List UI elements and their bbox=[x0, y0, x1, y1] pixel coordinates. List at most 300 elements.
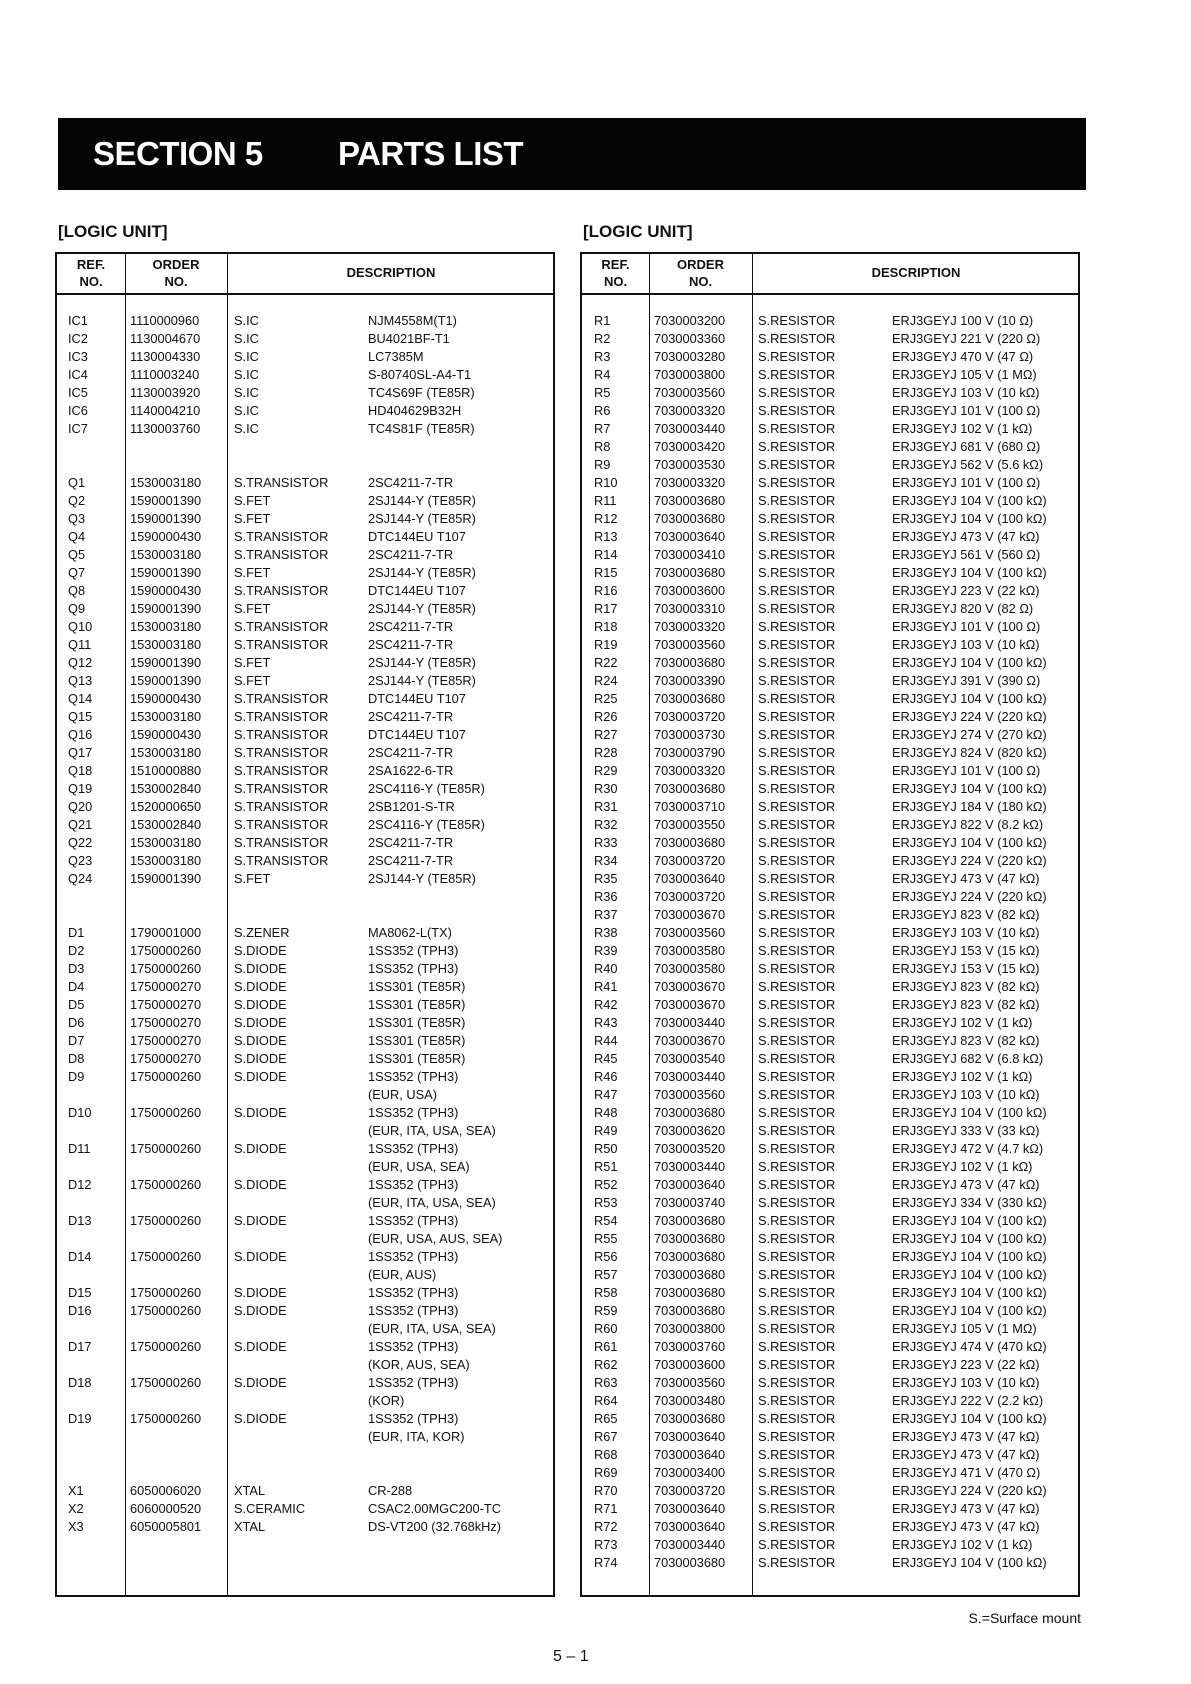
table-row bbox=[582, 744, 1078, 762]
table-row bbox=[57, 834, 553, 852]
ref-cell: R40 bbox=[594, 961, 618, 976]
description-cell: 2SJ144-Y (TE85R) bbox=[368, 511, 476, 526]
ref-cell: Q1 bbox=[68, 475, 86, 490]
order-cell: 7030003420 bbox=[654, 439, 726, 454]
ref-cell: Q11 bbox=[68, 637, 92, 652]
description-cell: ERJ3GEYJ 221 V (220 Ω) bbox=[892, 331, 1041, 346]
type-cell: S.DIODE bbox=[234, 1303, 287, 1318]
type-cell: S.RESISTOR bbox=[758, 439, 836, 454]
description-cell: ERJ3GEYJ 822 V (8.2 kΩ) bbox=[892, 817, 1044, 832]
order-cell: 7030003400 bbox=[654, 1465, 726, 1480]
type-cell: S.TRANSISTOR bbox=[234, 709, 329, 724]
type-cell: S.RESISTOR bbox=[758, 1447, 836, 1462]
table-row bbox=[57, 618, 553, 636]
type-cell: S.CERAMIC bbox=[234, 1501, 306, 1516]
description-cell: 2SJ144-Y (TE85R) bbox=[368, 655, 476, 670]
ref-cell: X2 bbox=[68, 1501, 84, 1516]
description-cell: 1SS352 (TPH3) bbox=[368, 1177, 459, 1192]
ref-cell: R48 bbox=[594, 1105, 618, 1120]
description-cell: ERJ3GEYJ 103 V (10 kΩ) bbox=[892, 1375, 1040, 1390]
description-cell: ERJ3GEYJ 104 V (100 kΩ) bbox=[892, 493, 1047, 508]
table-row bbox=[582, 546, 1078, 564]
table-row bbox=[582, 726, 1078, 744]
ref-cell: R8 bbox=[594, 439, 611, 454]
table-row bbox=[57, 1176, 553, 1194]
header-divider bbox=[57, 293, 553, 295]
order-cell: 7030003680 bbox=[654, 493, 726, 508]
order-cell: 7030003680 bbox=[654, 1105, 726, 1120]
type-cell: S.DIODE bbox=[234, 961, 287, 976]
column-header-ref: REF. NO. bbox=[76, 257, 106, 289]
table-row bbox=[57, 456, 553, 474]
order-cell: 7030003640 bbox=[654, 1177, 726, 1192]
order-cell: 1110000960 bbox=[130, 313, 200, 328]
order-cell: 7030003680 bbox=[654, 565, 726, 580]
table-row bbox=[582, 1140, 1078, 1158]
ref-cell: Q8 bbox=[68, 583, 86, 598]
table-row bbox=[582, 600, 1078, 618]
ref-cell: R44 bbox=[594, 1033, 618, 1048]
description-cell: DS-VT200 (32.768kHz) bbox=[368, 1519, 501, 1534]
description-cell: 2SB1201-S-TR bbox=[368, 799, 455, 814]
table-row bbox=[582, 1086, 1078, 1104]
description-cell: ERJ3GEYJ 104 V (100 kΩ) bbox=[892, 655, 1047, 670]
table-row bbox=[57, 1428, 553, 1446]
description-cell: ERJ3GEYJ 562 V (5.6 kΩ) bbox=[892, 457, 1044, 472]
order-cell: 7030003320 bbox=[654, 763, 726, 778]
order-cell: 1530003180 bbox=[130, 745, 202, 760]
description-cell: ERJ3GEYJ 105 V (1 MΩ) bbox=[892, 1321, 1037, 1336]
type-cell: S.TRANSISTOR bbox=[234, 763, 329, 778]
description-cell: ERJ3GEYJ 103 V (10 kΩ) bbox=[892, 637, 1040, 652]
order-cell: 1750000260 bbox=[130, 1177, 202, 1192]
ref-cell: IC5 bbox=[68, 385, 88, 400]
column-header-description: DESCRIPTION bbox=[871, 265, 961, 280]
description-cell: ERJ3GEYJ 334 V (330 kΩ) bbox=[892, 1195, 1047, 1210]
table-row bbox=[57, 1518, 553, 1536]
table-row bbox=[582, 960, 1078, 978]
table-row bbox=[57, 1356, 553, 1374]
table-row bbox=[57, 888, 553, 906]
description-cell: (EUR, ITA, USA, SEA) bbox=[368, 1195, 496, 1210]
type-cell: S.RESISTOR bbox=[758, 907, 836, 922]
table-row bbox=[57, 420, 553, 438]
ref-cell: Q19 bbox=[68, 781, 93, 796]
description-cell: ERJ3GEYJ 104 V (100 kΩ) bbox=[892, 565, 1047, 580]
description-cell: (EUR, ITA, USA, SEA) bbox=[368, 1123, 496, 1138]
type-cell: S.RESISTOR bbox=[758, 529, 836, 544]
ref-cell: R1 bbox=[594, 313, 611, 328]
table-row bbox=[582, 1302, 1078, 1320]
description-cell: 1SS352 (TPH3) bbox=[368, 1141, 459, 1156]
ref-cell: R31 bbox=[594, 799, 618, 814]
order-cell: 1530002840 bbox=[130, 817, 202, 832]
description-cell: TC4S69F (TE85R) bbox=[368, 385, 475, 400]
type-cell: S.RESISTOR bbox=[758, 745, 836, 760]
order-cell: 1590001390 bbox=[130, 601, 202, 616]
description-cell: ERJ3GEYJ 823 V (82 kΩ) bbox=[892, 979, 1040, 994]
ref-cell: R63 bbox=[594, 1375, 618, 1390]
table-row bbox=[57, 654, 553, 672]
type-cell: S.RESISTOR bbox=[758, 475, 836, 490]
type-cell: S.RESISTOR bbox=[758, 1141, 836, 1156]
table-row bbox=[582, 690, 1078, 708]
order-cell: 7030003620 bbox=[654, 1123, 726, 1138]
description-cell: 1SS301 (TE85R) bbox=[368, 1015, 466, 1030]
ref-cell: Q7 bbox=[68, 565, 86, 580]
description-cell: ERJ3GEYJ 104 V (100 kΩ) bbox=[892, 1213, 1047, 1228]
type-cell: S.FET bbox=[234, 673, 271, 688]
description-cell: ERJ3GEYJ 224 V (220 kΩ) bbox=[892, 709, 1047, 724]
table-rows bbox=[582, 312, 1078, 1572]
ref-cell: R61 bbox=[594, 1339, 618, 1354]
order-cell: 1110003240 bbox=[130, 367, 200, 382]
order-cell: 1590000430 bbox=[130, 691, 202, 706]
ref-cell: D7 bbox=[68, 1033, 85, 1048]
description-cell: ERJ3GEYJ 223 V (22 kΩ) bbox=[892, 583, 1040, 598]
description-cell: ERJ3GEYJ 473 V (47 kΩ) bbox=[892, 1177, 1040, 1192]
description-cell: ERJ3GEYJ 472 V (4.7 kΩ) bbox=[892, 1141, 1044, 1156]
ref-cell: Q12 bbox=[68, 655, 93, 670]
table-row bbox=[57, 1410, 553, 1428]
ref-cell: R54 bbox=[594, 1213, 618, 1228]
description-cell: CSAC2.00MGC200-TC bbox=[368, 1501, 501, 1516]
ref-cell: D10 bbox=[68, 1105, 92, 1120]
description-cell: CR-288 bbox=[368, 1483, 413, 1498]
order-cell: 7030003680 bbox=[654, 1411, 726, 1426]
ref-cell: R55 bbox=[594, 1231, 618, 1246]
order-cell: 1130003760 bbox=[130, 421, 201, 436]
order-cell: 1750000270 bbox=[130, 997, 202, 1012]
description-cell: ERJ3GEYJ 470 V (47 Ω) bbox=[892, 349, 1034, 364]
table-row bbox=[582, 1536, 1078, 1554]
description-cell: ERJ3GEYJ 820 V (82 Ω) bbox=[892, 601, 1034, 616]
table-row bbox=[582, 510, 1078, 528]
table-row bbox=[57, 1122, 553, 1140]
ref-cell: R50 bbox=[594, 1141, 618, 1156]
type-cell: S.RESISTOR bbox=[758, 691, 836, 706]
order-cell: 7030003580 bbox=[654, 943, 726, 958]
table-row bbox=[57, 1320, 553, 1338]
table-row bbox=[582, 1356, 1078, 1374]
table-row bbox=[582, 978, 1078, 996]
table-row bbox=[57, 1032, 553, 1050]
description-cell: 1SS352 (TPH3) bbox=[368, 1411, 459, 1426]
order-cell: 7030003390 bbox=[654, 673, 726, 688]
ref-cell: D12 bbox=[68, 1177, 92, 1192]
order-cell: 1750000260 bbox=[130, 1375, 202, 1390]
description-cell: 2SA1622-6-TR bbox=[368, 763, 454, 778]
type-cell: S.RESISTOR bbox=[758, 889, 836, 904]
description-cell: HD404629B32H bbox=[368, 403, 462, 418]
type-cell: S.RESISTOR bbox=[758, 331, 836, 346]
order-cell: 7030003530 bbox=[654, 457, 726, 472]
ref-cell: D19 bbox=[68, 1411, 92, 1426]
type-cell: S.RESISTOR bbox=[758, 781, 836, 796]
type-cell: S.RESISTOR bbox=[758, 385, 836, 400]
type-cell: S.IC bbox=[234, 367, 259, 382]
type-cell: S.RESISTOR bbox=[758, 1123, 836, 1138]
table-row bbox=[582, 1554, 1078, 1572]
table-row bbox=[582, 906, 1078, 924]
description-cell: 1SS352 (TPH3) bbox=[368, 1105, 459, 1120]
ref-cell: R67 bbox=[594, 1429, 618, 1444]
type-cell: S.RESISTOR bbox=[758, 727, 836, 742]
ref-cell: D4 bbox=[68, 979, 85, 994]
table-row bbox=[582, 1230, 1078, 1248]
order-cell: 7030003540 bbox=[654, 1051, 726, 1066]
ref-cell: Q16 bbox=[68, 727, 93, 742]
description-cell: ERJ3GEYJ 473 V (47 kΩ) bbox=[892, 1501, 1040, 1516]
table-row bbox=[582, 312, 1078, 330]
description-cell: ERJ3GEYJ 103 V (10 kΩ) bbox=[892, 1087, 1040, 1102]
order-cell: 1750000270 bbox=[130, 979, 202, 994]
table-row bbox=[57, 1284, 553, 1302]
type-cell: S.DIODE bbox=[234, 1051, 287, 1066]
type-cell: S.DIODE bbox=[234, 1105, 287, 1120]
ref-cell: R60 bbox=[594, 1321, 618, 1336]
order-cell: 6050005801 bbox=[130, 1519, 202, 1534]
table-row bbox=[582, 1392, 1078, 1410]
order-cell: 7030003670 bbox=[654, 979, 726, 994]
table-row bbox=[582, 1050, 1078, 1068]
description-cell: ERJ3GEYJ 100 V (10 Ω) bbox=[892, 313, 1034, 328]
type-cell: S.DIODE bbox=[234, 1213, 287, 1228]
description-cell: ERJ3GEYJ 224 V (220 kΩ) bbox=[892, 889, 1047, 904]
description-cell: 2SC4116-Y (TE85R) bbox=[368, 781, 485, 796]
description-cell: ERJ3GEYJ 103 V (10 kΩ) bbox=[892, 385, 1040, 400]
table-row bbox=[57, 1338, 553, 1356]
type-cell: S.IC bbox=[234, 349, 259, 364]
ref-cell: R29 bbox=[594, 763, 618, 778]
ref-cell: IC2 bbox=[68, 331, 88, 346]
table-row bbox=[57, 1500, 553, 1518]
ref-cell: R15 bbox=[594, 565, 618, 580]
description-cell: ERJ3GEYJ 104 V (100 kΩ) bbox=[892, 1267, 1047, 1282]
table-row bbox=[582, 1464, 1078, 1482]
type-cell: S.FET bbox=[234, 601, 271, 616]
table-row bbox=[582, 1248, 1078, 1266]
ref-cell: R42 bbox=[594, 997, 618, 1012]
description-cell: 1SS352 (TPH3) bbox=[368, 1303, 459, 1318]
ref-cell: D16 bbox=[68, 1303, 92, 1318]
ref-cell: IC1 bbox=[68, 313, 88, 328]
order-cell: 1750000260 bbox=[130, 1303, 202, 1318]
table-row bbox=[582, 852, 1078, 870]
description-cell: ERJ3GEYJ 105 V (1 MΩ) bbox=[892, 367, 1037, 382]
ref-cell: R47 bbox=[594, 1087, 618, 1102]
ref-cell: Q14 bbox=[68, 691, 93, 706]
description-cell: S-80740SL-A4-T1 bbox=[368, 367, 472, 382]
description-cell: 2SC4211-7-TR bbox=[368, 619, 454, 634]
type-cell: S.RESISTOR bbox=[758, 1069, 836, 1084]
table-row bbox=[57, 1464, 553, 1482]
ref-cell: Q21 bbox=[68, 817, 93, 832]
description-cell: 1SS352 (TPH3) bbox=[368, 943, 459, 958]
column-header-order: ORDER NO. bbox=[152, 257, 200, 289]
description-cell: ERJ3GEYJ 224 V (220 kΩ) bbox=[892, 853, 1047, 868]
table-row bbox=[582, 1176, 1078, 1194]
order-cell: 7030003410 bbox=[654, 547, 726, 562]
type-cell: S.TRANSISTOR bbox=[234, 817, 329, 832]
type-cell: S.TRANSISTOR bbox=[234, 583, 329, 598]
type-cell: S.RESISTOR bbox=[758, 1519, 836, 1534]
type-cell: S.TRANSISTOR bbox=[234, 835, 329, 850]
table-row bbox=[582, 1500, 1078, 1518]
table-row bbox=[57, 1266, 553, 1284]
order-cell: 1530003180 bbox=[130, 853, 202, 868]
ref-cell: IC6 bbox=[68, 403, 88, 418]
description-cell: ERJ3GEYJ 102 V (1 kΩ) bbox=[892, 1015, 1033, 1030]
table-row bbox=[582, 654, 1078, 672]
table-row bbox=[57, 600, 553, 618]
type-cell: S.RESISTOR bbox=[758, 421, 836, 436]
type-cell: S.RESISTOR bbox=[758, 1339, 836, 1354]
ref-cell: IC3 bbox=[68, 349, 88, 364]
ref-cell: Q4 bbox=[68, 529, 86, 544]
order-cell: 7030003670 bbox=[654, 1033, 726, 1048]
ref-cell: R26 bbox=[594, 709, 618, 724]
column-header-ref: REF. NO. bbox=[601, 257, 630, 289]
type-cell: S.FET bbox=[234, 871, 271, 886]
ref-cell: R59 bbox=[594, 1303, 618, 1318]
type-cell: S.RESISTOR bbox=[758, 1015, 836, 1030]
ref-cell: R46 bbox=[594, 1069, 618, 1084]
type-cell: S.DIODE bbox=[234, 1069, 287, 1084]
description-cell: ERJ3GEYJ 104 V (100 kΩ) bbox=[892, 835, 1047, 850]
table-row bbox=[582, 1068, 1078, 1086]
order-cell: 7030003680 bbox=[654, 1303, 726, 1318]
ref-cell: D3 bbox=[68, 961, 85, 976]
ref-cell: R32 bbox=[594, 817, 618, 832]
order-cell: 7030003640 bbox=[654, 1519, 726, 1534]
order-cell: 7030003680 bbox=[654, 1285, 726, 1300]
table-row bbox=[57, 798, 553, 816]
ref-cell: R70 bbox=[594, 1483, 618, 1498]
table-row bbox=[582, 1104, 1078, 1122]
description-cell: 1SS301 (TE85R) bbox=[368, 997, 466, 1012]
table-row bbox=[582, 1032, 1078, 1050]
ref-cell: Q24 bbox=[68, 871, 93, 886]
type-cell: S.DIODE bbox=[234, 997, 287, 1012]
order-cell: 7030003320 bbox=[654, 403, 726, 418]
ref-cell: R51 bbox=[594, 1159, 618, 1174]
table-row bbox=[57, 852, 553, 870]
order-cell: 7030003720 bbox=[654, 853, 726, 868]
ref-cell: D17 bbox=[68, 1339, 92, 1354]
column-header-description: DESCRIPTION bbox=[346, 265, 436, 280]
description-cell: (EUR, USA, SEA) bbox=[368, 1159, 470, 1174]
order-cell: 1750000260 bbox=[130, 1285, 202, 1300]
order-cell: 7030003680 bbox=[654, 1267, 726, 1282]
section-title: PARTS LIST bbox=[338, 135, 524, 172]
description-cell: (EUR, ITA, USA, SEA) bbox=[368, 1321, 496, 1336]
type-cell: S.RESISTOR bbox=[758, 1321, 836, 1336]
order-cell: 7030003670 bbox=[654, 907, 726, 922]
order-cell: 7030003480 bbox=[654, 1393, 726, 1408]
order-cell: 1750000260 bbox=[130, 1339, 202, 1354]
description-cell: ERJ3GEYJ 104 V (100 kΩ) bbox=[892, 1231, 1047, 1246]
type-cell: S.RESISTOR bbox=[758, 1501, 836, 1516]
type-cell: S.RESISTOR bbox=[758, 619, 836, 634]
description-cell: ERJ3GEYJ 823 V (82 kΩ) bbox=[892, 1033, 1040, 1048]
description-cell: ERJ3GEYJ 224 V (220 kΩ) bbox=[892, 1483, 1047, 1498]
table-row bbox=[57, 384, 553, 402]
description-cell: DTC144EU T107 bbox=[368, 727, 466, 742]
description-cell: ERJ3GEYJ 101 V (100 Ω) bbox=[892, 619, 1041, 634]
description-cell: 2SC4211-7-TR bbox=[368, 853, 454, 868]
order-cell: 7030003720 bbox=[654, 709, 726, 724]
description-cell: 2SJ144-Y (TE85R) bbox=[368, 673, 476, 688]
table-row bbox=[57, 726, 553, 744]
description-cell: 2SC4211-7-TR bbox=[368, 475, 454, 490]
ref-cell: R25 bbox=[594, 691, 618, 706]
table-row bbox=[57, 996, 553, 1014]
description-cell: DTC144EU T107 bbox=[368, 583, 466, 598]
ref-cell: R28 bbox=[594, 745, 618, 760]
type-cell: S.FET bbox=[234, 493, 271, 508]
description-cell: 1SS352 (TPH3) bbox=[368, 1375, 459, 1390]
type-cell: S.TRANSISTOR bbox=[234, 529, 329, 544]
table-row bbox=[582, 1374, 1078, 1392]
order-cell: 1530003180 bbox=[130, 835, 202, 850]
order-cell: 7030003680 bbox=[654, 655, 726, 670]
ref-cell: X3 bbox=[68, 1519, 84, 1534]
description-cell: ERJ3GEYJ 104 V (100 kΩ) bbox=[892, 781, 1047, 796]
table-row bbox=[582, 1320, 1078, 1338]
ref-cell: D6 bbox=[68, 1015, 85, 1030]
order-cell: 7030003680 bbox=[654, 691, 726, 706]
order-cell: 7030003560 bbox=[654, 1375, 726, 1390]
type-cell: S.TRANSISTOR bbox=[234, 691, 329, 706]
table-row bbox=[57, 1194, 553, 1212]
type-cell: XTAL bbox=[234, 1483, 266, 1498]
ref-cell: D11 bbox=[68, 1141, 91, 1156]
ref-cell: R35 bbox=[594, 871, 618, 886]
order-cell: 6060000520 bbox=[130, 1501, 202, 1516]
ref-cell: IC7 bbox=[68, 421, 88, 436]
ref-cell: Q5 bbox=[68, 547, 86, 562]
ref-cell: R30 bbox=[594, 781, 618, 796]
ref-cell: R57 bbox=[594, 1267, 618, 1282]
ref-cell: Q15 bbox=[68, 709, 93, 724]
ref-cell: Q2 bbox=[68, 493, 86, 508]
ref-cell: R36 bbox=[594, 889, 618, 904]
order-cell: 1590001390 bbox=[130, 655, 202, 670]
type-cell: S.RESISTOR bbox=[758, 1231, 836, 1246]
ref-cell: R10 bbox=[594, 475, 618, 490]
ref-cell: Q18 bbox=[68, 763, 93, 778]
description-cell: ERJ3GEYJ 184 V (180 kΩ) bbox=[892, 799, 1047, 814]
table-row bbox=[57, 492, 553, 510]
table-row bbox=[582, 1014, 1078, 1032]
ref-cell: Q3 bbox=[68, 511, 86, 526]
description-cell: 2SC4211-7-TR bbox=[368, 745, 454, 760]
ref-cell: R9 bbox=[594, 457, 611, 472]
type-cell: S.RESISTOR bbox=[758, 1429, 836, 1444]
description-cell: 1SS352 (TPH3) bbox=[368, 1249, 459, 1264]
ref-cell: R71 bbox=[594, 1501, 618, 1516]
table-row bbox=[582, 1410, 1078, 1428]
table-row bbox=[57, 1374, 553, 1392]
type-cell: S.TRANSISTOR bbox=[234, 853, 329, 868]
description-cell: ERJ3GEYJ 681 V (680 Ω) bbox=[892, 439, 1041, 454]
order-cell: 7030003320 bbox=[654, 475, 726, 490]
type-cell: S.TRANSISTOR bbox=[234, 547, 329, 562]
ref-cell: R43 bbox=[594, 1015, 618, 1030]
unit-label-left: [LOGIC UNIT] bbox=[58, 222, 168, 241]
type-cell: S.TRANSISTOR bbox=[234, 637, 329, 652]
